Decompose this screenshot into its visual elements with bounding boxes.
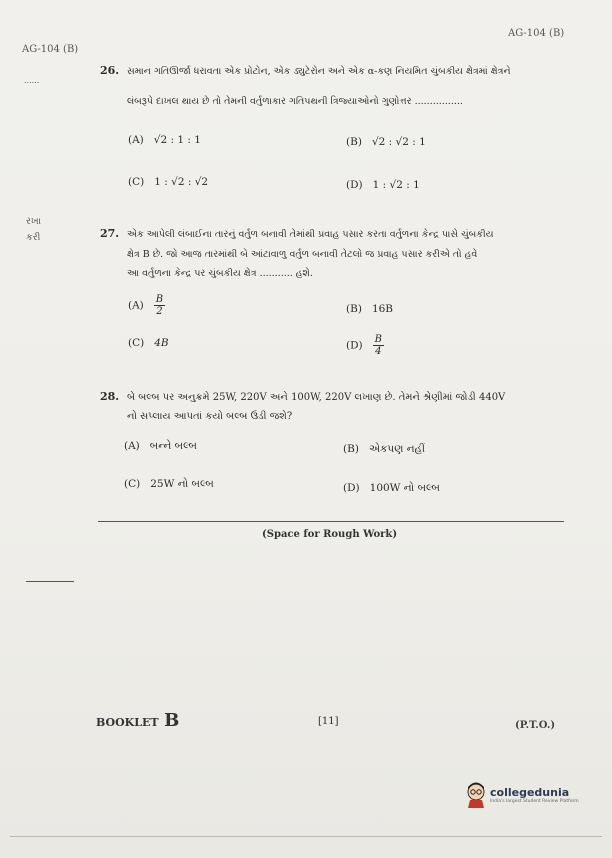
q27-option-a-numerator: B (155, 294, 164, 305)
margin-note-1: રખા (26, 216, 42, 227)
question-28-number: 28. (100, 390, 120, 403)
q27-option-b-text: 16B (371, 303, 394, 315)
q27-option-c-label: (C) (128, 337, 145, 349)
q26-option-d-text: 1 : √2 : 1 (372, 179, 420, 191)
q28-option-b[interactable] (343, 443, 425, 456)
rough-work-label: (Space for Rough Work) (262, 529, 398, 540)
q27-option-a-label: (A) (128, 299, 144, 312)
q26-option-b[interactable] (346, 136, 426, 148)
q26-option-b-text: √2 : √2 : 1 (371, 136, 426, 148)
question-27-line-3: આ વર્તુળના કેન્દ્ર પર ચુંબકીય ક્ષેત્ર ........... હશે. (127, 268, 313, 279)
q28-option-a-label: (A) (124, 440, 140, 452)
question-26-line-1: સમાન ગતિઊર્જા ધરાવતા એક પ્રોટોન, એક ડ્યુટેરોન અને એક α-કણ નિયમિત ચુંબકીય ક્ષેત્રમાં ક્ષેત્રને (127, 66, 511, 77)
q26-option-c-text: 1 : √2 : √2 (154, 176, 209, 188)
watermark-name: collegedunia (490, 786, 570, 799)
scan-edge-line (10, 836, 602, 837)
q28-option-a[interactable] (124, 440, 197, 453)
collegedunia-watermark (464, 782, 579, 808)
margin-dots: ...... (24, 76, 40, 85)
q26-option-d[interactable] (346, 179, 420, 191)
question-26-number: 26. (100, 64, 120, 77)
question-27-number: 27. (100, 227, 120, 240)
q28-option-d-label: (D) (343, 482, 360, 494)
question-28-line-1: બે બલ્બ પર અનુક્રમે 25W, 220V અને 100W, 220V લખાણ છે. તેમને શ્રેણીમાં જોડી 440V (127, 392, 506, 403)
booklet-label: BOOKLET (96, 716, 159, 729)
q27-option-d-numerator: B (374, 334, 382, 345)
q26-option-a-text: √2 : 1 : 1 (153, 134, 201, 146)
q28-option-d[interactable] (343, 482, 440, 495)
page-number: [11] (318, 716, 339, 727)
q27-option-d-denominator: 4 (375, 346, 382, 357)
q26-option-a-label: (A) (128, 134, 144, 146)
student-mascot-icon (464, 782, 488, 808)
question-26-line-2: લંબરૂપે દાખલ થાય છે તો તેમની વર્તુળાકાર ગતિપથની ત્રિજ્યાઓનો ગુણોત્તર ................ (127, 96, 463, 107)
q28-option-b-text: એકપણ નહીં (368, 443, 426, 455)
rough-work-divider (98, 521, 564, 522)
paper-code-left: AG-104 (B) (22, 44, 79, 55)
margin-note-2: કરી (26, 232, 41, 243)
q27-option-a-fraction (154, 294, 165, 317)
q28-option-a-text: બન્ને બલ્બ (149, 440, 197, 452)
paper-code-right: AG-104 (B) (508, 28, 565, 39)
question-27-line-1: એક આપેલી લંબાઈના તારનું વર્તુળ બનાવી તેમાંથી પ્રવાહ પસાર કરતા વર્તુળના કેન્દ્ર પાસે ચુંબકીય (127, 229, 494, 240)
q28-option-d-text: 100W નો બલ્બ (369, 482, 440, 494)
booklet-letter: B (164, 710, 180, 731)
q26-option-c[interactable] (128, 176, 208, 188)
question-28-line-2: નો સપ્લાય આપતાં કયો બલ્બ ઉડી જશે? (127, 411, 293, 422)
q27-option-a[interactable] (128, 294, 165, 317)
q27-option-a-denominator: 2 (156, 306, 163, 317)
q26-option-d-label: (D) (346, 179, 363, 191)
q28-option-c-text: 25W નો બલ્બ (150, 478, 214, 490)
q27-option-d-fraction (373, 334, 384, 357)
q27-option-b[interactable] (346, 303, 393, 315)
q27-option-d[interactable] (346, 334, 384, 357)
q27-option-c-text: 4B (154, 337, 169, 349)
pto-label: (P.T.O.) (515, 720, 556, 731)
q27-option-d-label: (D) (346, 339, 363, 352)
q26-option-a[interactable] (128, 134, 201, 146)
watermark-tagline: India's largest Student Review Platform (490, 799, 579, 804)
q28-option-c-label: (C) (124, 478, 141, 490)
q28-option-c[interactable] (124, 478, 214, 491)
q28-option-b-label: (B) (343, 443, 359, 455)
q27-option-c[interactable] (128, 337, 169, 349)
q26-option-b-label: (B) (346, 136, 362, 148)
left-margin-rule (26, 581, 74, 582)
question-27-line-2: ક્ષેત્ર B છે. જો આજ તારમાંથી બે આંટાવાળુ વર્તુળ બનાવી તેટલો જ પ્રવાહ પસાર કરીએ તો હવે (127, 249, 478, 260)
q26-option-c-label: (C) (128, 176, 145, 188)
q27-option-b-label: (B) (346, 303, 362, 315)
booklet-indicator (96, 710, 179, 731)
